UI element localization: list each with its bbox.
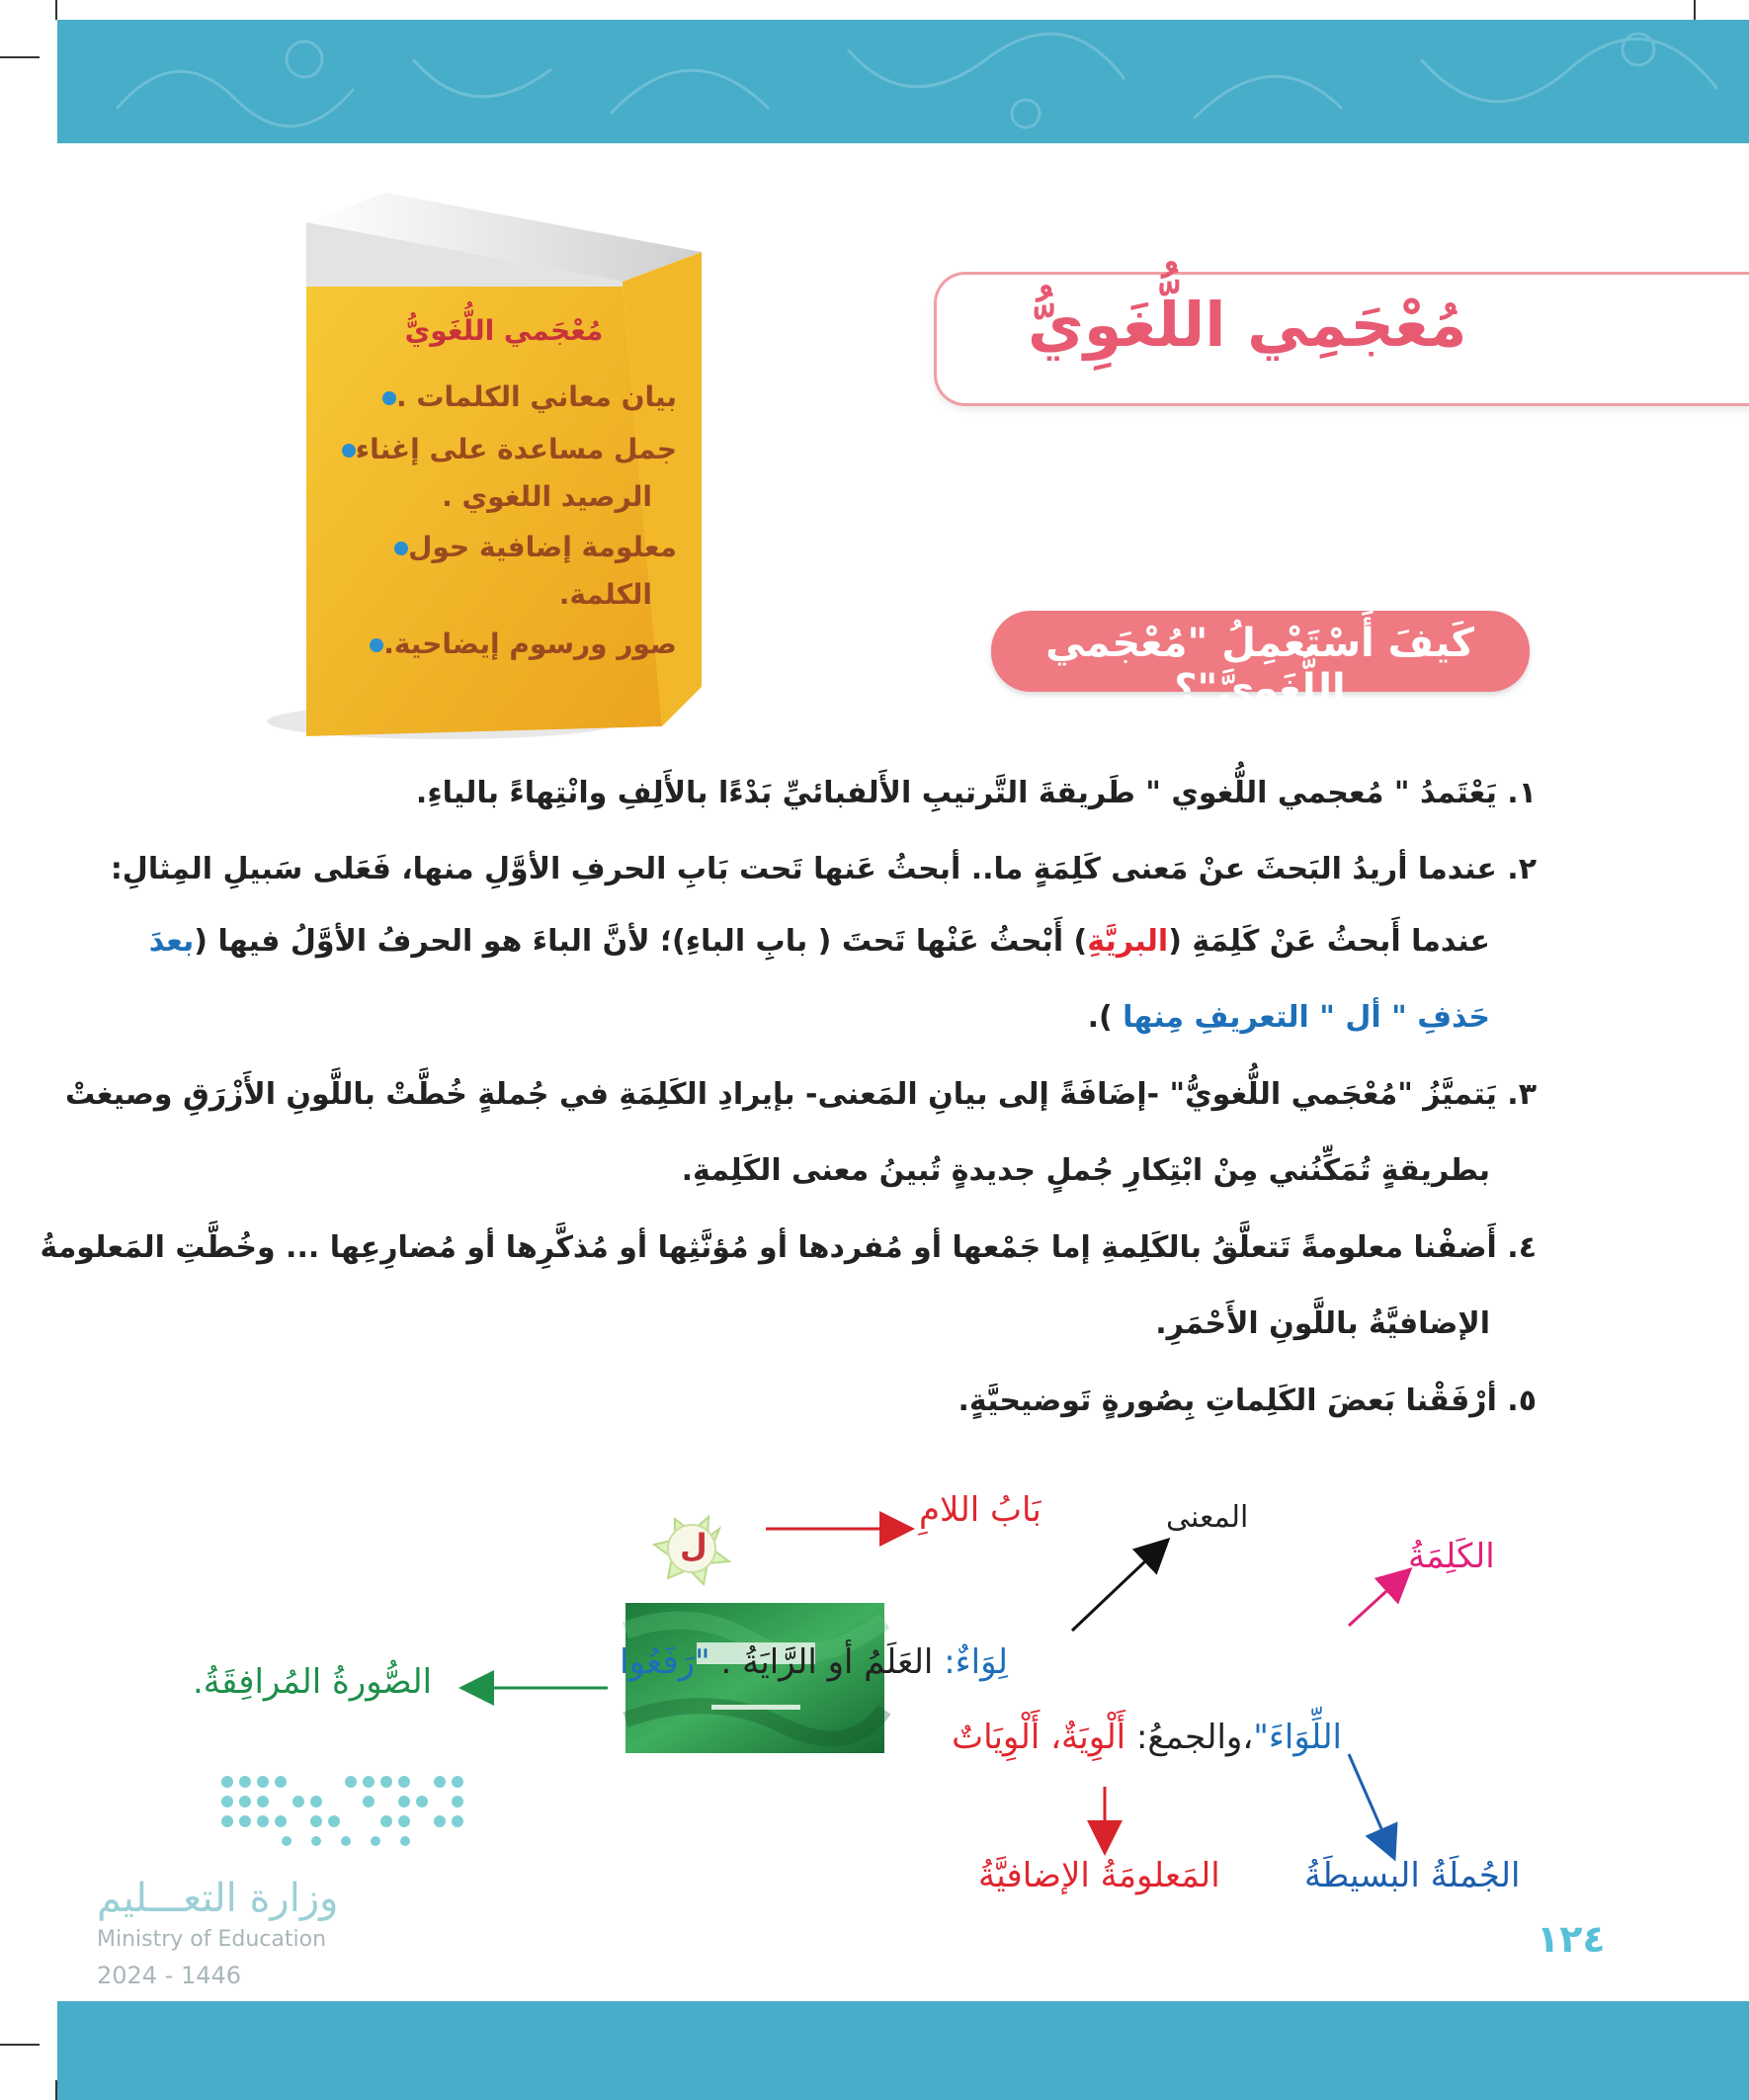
paragraph-4: ٤. أَضفْنا معلومةً تَتعلَّقُ بالكَلِمةِ إما جَمْعها أو مُفردها أو مُؤنَّثِها أو مُذكَّرِها أو مُضارِعِها ... وخُطَّتِ المَعلومةُ [40,1230,1537,1265]
seal-letter: ل [680,1527,708,1564]
book-item: بيان معاني الكلمات . [371,380,677,413]
simple-sentence-label: الجُملَةُ البسيطَةُ [1304,1856,1521,1895]
dictionary-entry: لِوَاءٌ: العَلَمُ أو الرَّايَةُ . "رَفَعُوا [619,1642,1008,1682]
dictionary-entry-line2: اللِّوَاءَ"،والجمعُ: أَلْوِيَةٌ، أَلْوِيَاتٌ [952,1718,1342,1757]
book-item: معلومة إضافية حول [382,531,677,563]
ministry-logo [221,1776,463,1846]
paragraph-1: ١. يَعْتَمدُ " مُعجمي اللُّغوي " طَريقةَ التَّرتيبِ الأَلفبائيِّ بَدْءًا بالأَلِفِ وانْتِهاءً بالياءِ. [415,776,1537,810]
question-text: كَيفَ أَسْتَعْمِلُ "مُعْجَمي اللُّغَويَّ"؟ [1045,621,1474,712]
paragraph-2-example: عندما أَبحثُ عَنْ كَلِمَةِ (البريَّةِ) أَبْحثُ عَنْها تَحتَ ( بابِ الباءِ)؛ لأنَّ الباءَ هو الحرفُ الأوَّلُ فيها (بعدَ [148,924,1490,959]
footer-band [57,2001,1749,2100]
ministry-english: Ministry of Education [97,1927,327,1952]
page-title: مُعْجَمِي اللُّغَوِيُّ [1028,289,1467,361]
book-item: جمل مساعدة على إغناء [330,433,677,465]
paragraph-3-cont: بطريقةٍ تُمَكِّنُني مِنْ ابْتِكارِ جُملٍ جديدةٍ تُبينُ معنى الكَلِمةِ. [681,1153,1490,1188]
image-label: الصُّورةُ المُرافِقَةُ. [193,1662,433,1702]
book-item: الكلمة. [558,578,652,611]
paragraph-5: ٥. أرْفَقْنا بَعضَ الكَلِماتِ بِصُورةٍ تَوضيحيَّةٍ. [958,1384,1537,1418]
meaning-label: المعنى [1166,1500,1249,1535]
book-item: الرصيد اللغوي . [442,480,652,513]
extra-info-label: المَعلومَةُ الإضافيَّةُ [978,1856,1220,1895]
ministry-arabic: وزارة التعـــليم [97,1876,339,1921]
paragraph-4-cont: الإضافيَّةُ باللَّونِ الأَحْمَرِ. [1155,1306,1490,1341]
bab-label: بَابُ اللامِ [919,1490,1041,1530]
page-number: ١٢٤ [1537,1917,1606,1961]
book-item: صور ورسوم إيضاحية. [358,628,677,660]
ministry-year: 2024 - 1446 [97,1962,242,1989]
book-title: مُعْجَمي اللُّغَويُّ [404,314,604,347]
paragraph-3: ٣. يَتميَّزُ "مُعْجَمي اللُّغويُّ" -إضَافَةً إلى بيانِ المَعنى- بإيرادِ الكَلِمَةِ في جُملةٍ خُطَّتْ باللَّونِ الأَزْرَقِ وصيغتْ [64,1077,1537,1112]
word-label: الكَلِمَةُ [1408,1537,1495,1576]
paragraph-2-example-end: حَذفِ " أل " التعريفِ مِنها ). [1087,1000,1490,1035]
paragraph-2: ٢. عندما أريدُ البَحثَ عنْ مَعنى كَلِمَةٍ ما.. أبحثُ عَنها تَحت بَابِ الحرفِ الأوَّلِ منها، فَعَلى سَبيلِ المِثالِ: [110,852,1537,886]
